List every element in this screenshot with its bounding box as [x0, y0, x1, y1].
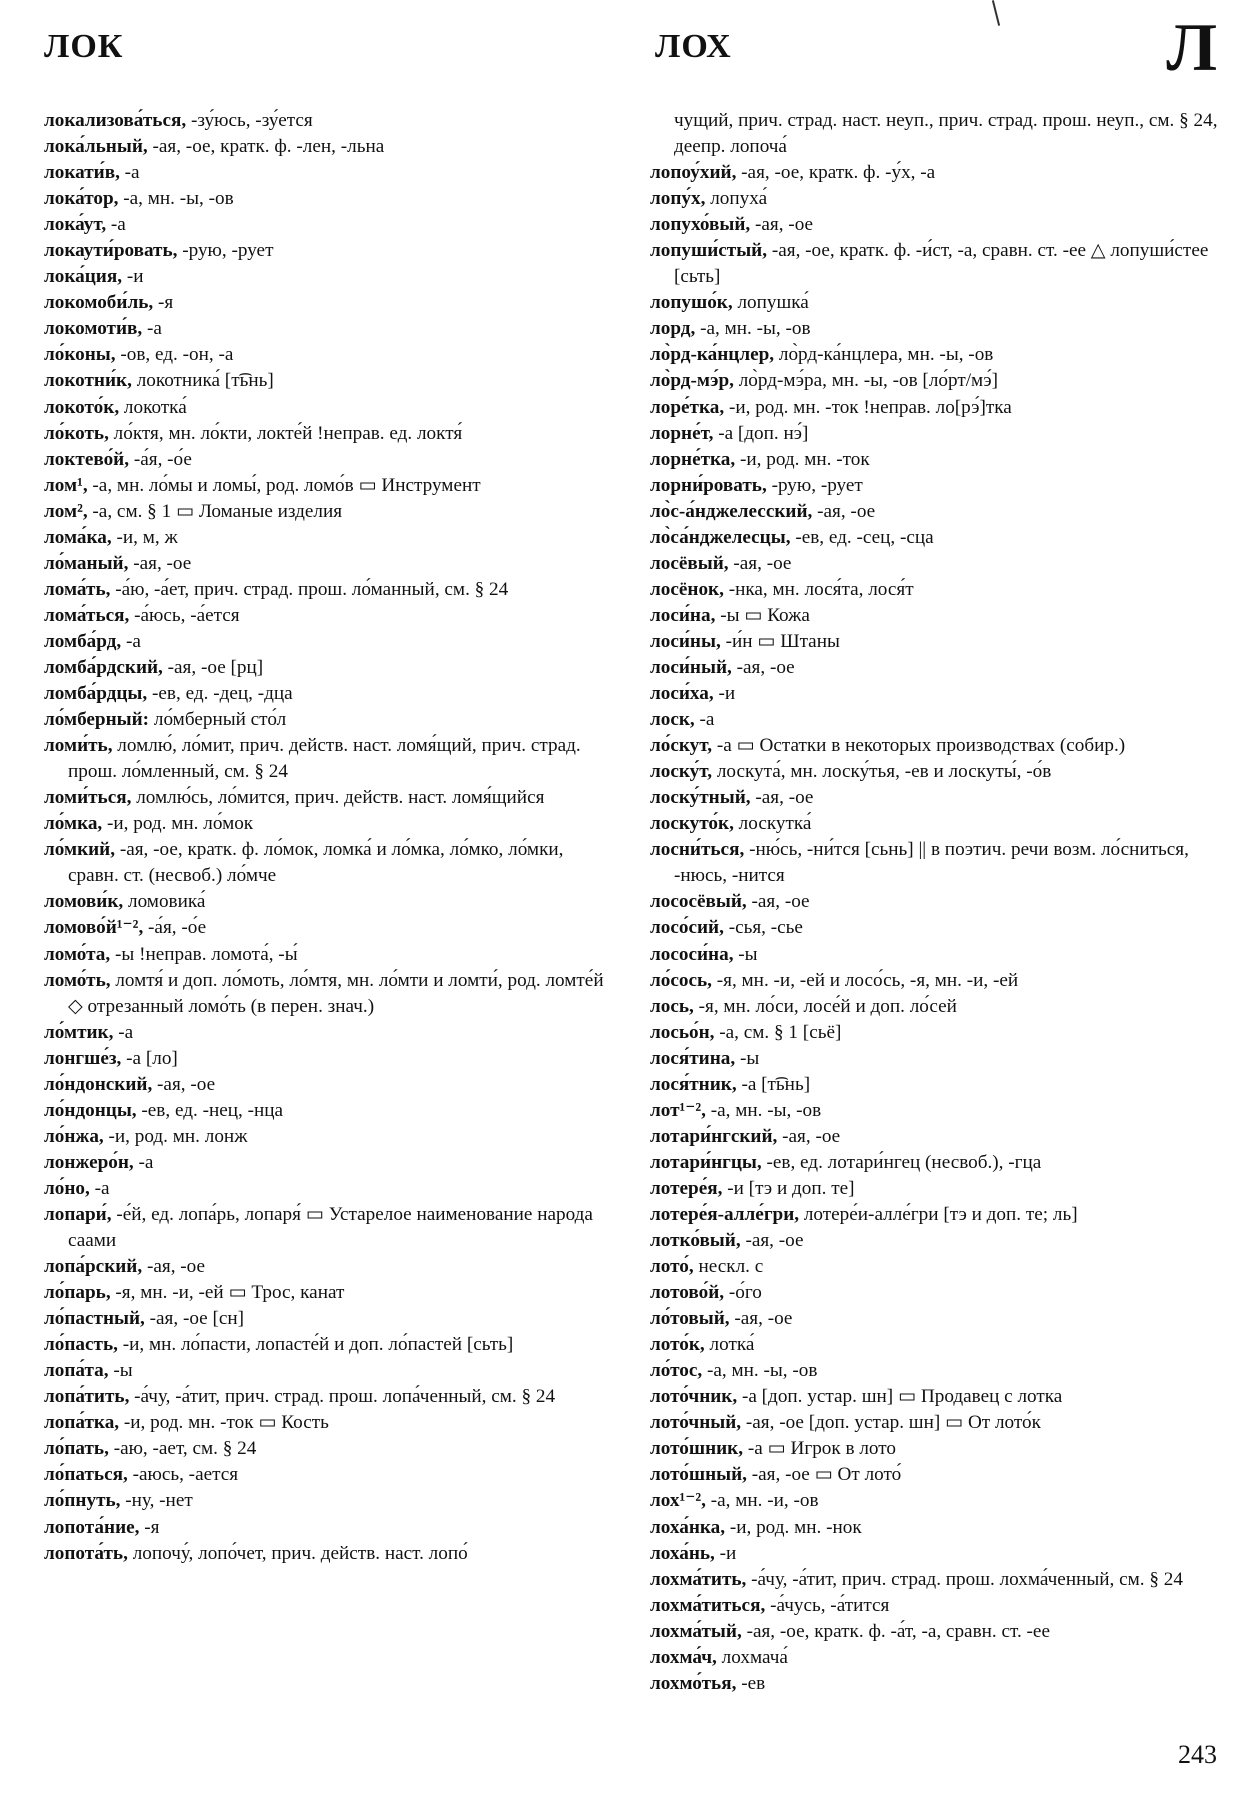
- dictionary-entry: ломови́к, ломовика́: [44, 891, 206, 913]
- headword: ло́коны,: [44, 344, 116, 366]
- dictionary-entry: ло̀са́нджелесцы, -ев, ед. -сец, -сца: [650, 526, 934, 548]
- headword: ло́пать,: [44, 1438, 109, 1460]
- headword: лома́ться,: [44, 604, 130, 626]
- dictionary-entry: локомоти́в, -а: [44, 318, 162, 340]
- headword: лопота́ние,: [44, 1516, 140, 1538]
- dictionary-entry: лососи́на, -ы: [650, 943, 758, 965]
- dictionary-entry: лосьо́н, -а, см. § 1 [сьё]: [650, 1021, 842, 1043]
- dictionary-entry: лоси́ный, -ая, -ое: [650, 656, 795, 678]
- dictionary-entry: лото́шник, -а ▭ Игрок в лото: [650, 1438, 897, 1460]
- headword: лом²,: [44, 500, 88, 522]
- dictionary-entry: ло́паться, -аюсь, -ается: [44, 1464, 239, 1486]
- headword: лоха́нка,: [650, 1516, 726, 1538]
- headword: лоси́ный,: [650, 656, 732, 678]
- headword: локомоби́ль,: [44, 292, 154, 314]
- headword: лока́тор,: [44, 188, 119, 210]
- dictionary-entry: лорни́ровать, -рую, -рует: [650, 474, 863, 496]
- dictionary-entry: лохма́титься, -а́чусь, -а́тится: [650, 1594, 890, 1616]
- headword: ломба́рдцы,: [44, 683, 148, 705]
- dictionary-entry: лом¹, -а, мн. ло́мы и ломы́, род. ломо́в ▭ Инструмент: [44, 474, 481, 496]
- dictionary-entry: лока́ция, -и: [44, 266, 144, 288]
- headword: ло́тос,: [650, 1360, 703, 1382]
- headword: лопари́,: [44, 1203, 112, 1225]
- headword: лопу́х,: [650, 188, 706, 210]
- dictionary-entry: ло́ндонцы, -ев, ед. -нец, -нца: [44, 1099, 284, 1121]
- headword: ло́ндонский,: [44, 1073, 153, 1095]
- dictionary-entry: лопа́тка, -и, род. мн. -ток ▭ Кость: [44, 1412, 329, 1434]
- headword: лосни́ться,: [650, 839, 745, 861]
- dictionary-entry: лопота́ть, лопочу́, лопо́чет, прич. действ. наст. лопо́: [44, 1542, 468, 1564]
- dictionary-entry: лосёнок, -нка, мн. лося́та, лося́т: [650, 578, 914, 600]
- headword: лосёнок,: [650, 578, 724, 600]
- headword: лото́шный,: [650, 1464, 747, 1486]
- dictionary-entry: ло́мка, -и, род. мн. ло́мок: [44, 813, 254, 835]
- dictionary-entry: ло̀рд-мэ́р, ло̀рд-мэ́ра, мн. -ы, -ов [ло́рт/мэ́]: [650, 370, 999, 392]
- dictionary-entry: лопухо́вый, -ая, -ое: [650, 214, 814, 236]
- headword: лото́,: [650, 1256, 694, 1278]
- dictionary-entry: локати́в, -а: [44, 162, 140, 184]
- headword: лорне́т,: [650, 422, 714, 444]
- headword: локализова́ться,: [44, 110, 187, 131]
- headword: лопушо́к,: [650, 292, 733, 314]
- headword: лопоу́хий,: [650, 162, 737, 184]
- headword: лока́льный,: [44, 136, 148, 158]
- headword: лорни́ровать,: [650, 474, 767, 496]
- dictionary-entry: ломо́ть, ломтя́ и доп. ло́моть, ло́мтя, мн. ло́мти и ломти́, род. ломте́й ◇ отрезанный ломо́ть (в перен. знач.): [44, 969, 604, 1017]
- headword: лопа́тка,: [44, 1412, 120, 1434]
- headword: ло́нжа,: [44, 1125, 104, 1147]
- dictionary-entry: ло́мкий, -ая, -ое, кратк. ф. ло́мок, ломка́ и ло́мка, ло́мко, ло́мки, сравн. ст. (несвоб.) ло́мче: [44, 839, 564, 887]
- dictionary-entry: лорне́тка, -и, род. мн. -ток: [650, 448, 870, 470]
- dictionary-entry: лотари́нгский, -ая, -ое: [650, 1125, 841, 1147]
- headword: лохмо́тья,: [650, 1672, 737, 1694]
- headword: локотни́к,: [44, 370, 132, 392]
- dictionary-entry: ломи́ть, ломлю́, ло́мит, прич. действ. наст. ломя́щий, прич. страд. прош. ло́мленный, см. § 24: [44, 735, 581, 783]
- headword: лопа́та,: [44, 1360, 109, 1382]
- headword: лото́чник,: [650, 1386, 738, 1408]
- dictionary-entry: лотари́нгцы, -ев, ед. лотари́нгец (несвоб.), -гца: [650, 1151, 1042, 1173]
- dictionary-entry: чущий, прич. страд. наст. неуп., прич. страд. прош. неуп., см. § 24, деепр. лопоча́: [674, 110, 1218, 158]
- headword: лото́чный,: [650, 1412, 742, 1434]
- headword: лоскуто́к,: [650, 813, 734, 835]
- dictionary-entry: ло́ндонский, -ая, -ое: [44, 1073, 216, 1095]
- headword: ломо́та,: [44, 943, 111, 965]
- dictionary-entry: лосёвый, -ая, -ое: [650, 552, 792, 574]
- right-column: [650, 108, 1224, 1697]
- headword: лотере́я-алле́гри,: [650, 1203, 800, 1225]
- headword: лосьо́н,: [650, 1021, 715, 1043]
- dictionary-entry: лось, -я, мн. ло́си, лосе́й и доп. ло́сей: [650, 995, 957, 1017]
- headword: лоску́тный,: [650, 787, 751, 809]
- dictionary-entry: лопари́, -е́й, ед. лопа́рь, лопаря́ ▭ Устарелое наименование народа саами: [44, 1203, 593, 1252]
- headword: лоси́на,: [650, 604, 716, 626]
- dictionary-entry: ло́нжа, -и, род. мн. лонж: [44, 1125, 248, 1147]
- headword: ло́сось,: [650, 969, 712, 991]
- headword: лотово́й,: [650, 1282, 725, 1304]
- dictionary-entry: лотере́я-алле́гри, лотере́и-алле́гри [тэ и доп. те; ль]: [650, 1203, 1078, 1225]
- dictionary-entry: лото́, нескл. с: [650, 1256, 764, 1278]
- headword: лом¹,: [44, 474, 88, 496]
- dictionary-entry: лока́льный, -ая, -ое, кратк. ф. -лен, -льна: [44, 136, 385, 158]
- dictionary-entry: лосо́сий, -сья, -сье: [650, 917, 803, 939]
- dictionary-entry: лососёвый, -ая, -ое: [650, 891, 810, 913]
- dictionary-entry: ло́пастный, -ая, -ое [сн]: [44, 1308, 245, 1330]
- dictionary-entry: локаути́ровать, -рую, -рует: [44, 240, 274, 262]
- dictionary-entry: лока́ут, -а: [44, 214, 126, 236]
- dictionary-entry: лот¹⁻², -а, мн. -ы, -ов: [650, 1099, 822, 1121]
- dictionary-entry: лонжеро́н, -а: [44, 1151, 154, 1173]
- headword: локати́в,: [44, 162, 120, 184]
- headword: ло́ндонцы,: [44, 1099, 137, 1121]
- dictionary-entry: лото́шный, -ая, -ое ▭ От лото́: [650, 1464, 902, 1486]
- dictionary-entry: лопа́рский, -ая, -ое: [44, 1256, 206, 1278]
- dictionary-entry: лохма́тить, -а́чу, -а́тит, прич. страд. прош. лохма́ченный, см. § 24: [650, 1568, 1183, 1590]
- headword: ло́мтик,: [44, 1021, 114, 1043]
- headword: лох¹⁻²,: [650, 1490, 706, 1512]
- dictionary-entry: лоскуто́к, лоскутка́: [650, 813, 812, 835]
- dictionary-entry: ломи́ться, ломлю́сь, ло́мится, прич. действ. наст. ломя́щийся: [44, 787, 545, 809]
- dictionary-entry: лося́тина, -ы: [650, 1047, 760, 1069]
- headword: ло́маный,: [44, 552, 129, 574]
- headword: ломба́рд,: [44, 630, 122, 652]
- dictionary-entry: ло́маный, -ая, -ое: [44, 552, 192, 574]
- headword: лома́ть,: [44, 578, 111, 600]
- headword: лот¹⁻²,: [650, 1099, 706, 1121]
- dictionary-entry: ломба́рдцы, -ев, ед. -дец, -дца: [44, 683, 293, 705]
- headword: лоси́ха,: [650, 683, 714, 705]
- dictionary-entry: лося́тник, -а [т͡ьнь]: [650, 1073, 811, 1095]
- headword: ло́пастный,: [44, 1308, 145, 1330]
- dictionary-entry: лонгше́з, -а [ло]: [44, 1047, 178, 1069]
- headword: ломи́ть,: [44, 735, 113, 757]
- dictionary-entry: лока́тор, -а, мн. -ы, -ов: [44, 188, 234, 210]
- headword: ломови́к,: [44, 891, 124, 913]
- dictionary-entry: локомоби́ль, -я: [44, 292, 174, 314]
- dictionary-entry: лотере́я, -и [тэ и доп. те]: [650, 1177, 855, 1199]
- dictionary-entry: ломба́рдский, -ая, -ое [рц]: [44, 656, 264, 678]
- dictionary-entry: лопа́тить, -а́чу, -а́тит, прич. страд. прош. лопа́ченный, см. § 24: [44, 1386, 556, 1408]
- headword: лопота́ть,: [44, 1542, 128, 1564]
- headword: ло́товый,: [650, 1308, 730, 1330]
- dictionary-entry: лох¹⁻², -а, мн. -и, -ов: [650, 1490, 819, 1512]
- headword: ло̀с-а́нджелесский,: [650, 500, 813, 522]
- headword: лопа́рский,: [44, 1256, 143, 1278]
- headword: ло́коть,: [44, 422, 109, 444]
- dictionary-entry: ло́мтик, -а: [44, 1021, 134, 1043]
- headword: лохма́тый,: [650, 1620, 742, 1642]
- headword: ломба́рдский,: [44, 656, 163, 678]
- dictionary-entry: лом², -а, см. § 1 ▭ Ломаные изделия: [44, 500, 343, 522]
- dictionary-entry: лохма́ч, лохмача́: [650, 1646, 788, 1668]
- headword: лотко́вый,: [650, 1230, 741, 1252]
- headword: ломи́ться,: [44, 787, 132, 809]
- headword: лотари́нгцы,: [650, 1151, 762, 1173]
- headword: лосёвый,: [650, 552, 729, 574]
- headword: лоску́т,: [650, 761, 713, 783]
- headword: ло́пнуть,: [44, 1490, 121, 1512]
- dictionary-entry: ло́пать, -аю, -ает, см. § 24: [44, 1438, 257, 1460]
- dictionary-entry: лоск, -а: [650, 709, 715, 731]
- dictionary-entry: лопу́х, лопуха́: [650, 188, 768, 210]
- running-head-right: ЛОХ: [655, 28, 732, 65]
- section-letter: Л: [1166, 9, 1217, 85]
- dictionary-entry: ломо́та, -ы !неправ. ломота́, -ы́: [44, 943, 298, 965]
- dictionary-entry: ло́пасть, -и, мн. ло́пасти, лопасте́й и доп. ло́пастей [сьть]: [44, 1334, 514, 1356]
- dictionary-entry: ло́тос, -а, мн. -ы, -ов: [650, 1360, 818, 1382]
- headword: ло́скут,: [650, 735, 713, 757]
- headword: локаути́ровать,: [44, 240, 178, 262]
- headword: локтево́й,: [44, 448, 130, 470]
- dictionary-entry: лоре́тка, -и, род. мн. -ток !неправ. ло[рэ́]тка: [650, 396, 1012, 418]
- headword: лока́ция,: [44, 266, 123, 288]
- headword: лося́тник,: [650, 1073, 737, 1095]
- dictionary-entry: лома́ка, -и, м, ж: [44, 526, 178, 548]
- dictionary-entry: лото́чник, -а [доп. устар. шн] ▭ Продавец с лотка: [650, 1386, 1063, 1408]
- dictionary-entry: лоси́ны, -и́н ▭ Штаны: [650, 630, 840, 652]
- dictionary-entry: лоха́нка, -и, род. мн. -нок: [650, 1516, 862, 1538]
- dictionary-entry: лото́к, лотка́: [650, 1334, 755, 1356]
- headword: лохма́титься,: [650, 1594, 766, 1616]
- headword: лососёвый,: [650, 891, 747, 913]
- headword: локото́к,: [44, 396, 120, 418]
- dictionary-entry: лопоу́хий, -ая, -ое, кратк. ф. -у́х, -а: [650, 162, 936, 184]
- page-number: 243: [1178, 1740, 1217, 1769]
- headword: лопа́тить,: [44, 1386, 130, 1408]
- dictionary-entry: лохмо́тья, -ев: [650, 1672, 766, 1694]
- dictionary-entry: ломба́рд, -а: [44, 630, 141, 652]
- dictionary-entry: ло̀с-а́нджелесский, -ая, -ое: [650, 500, 876, 522]
- dictionary-entry: лоску́т, лоскута́, мн. лоску́тья, -ев и лоскуты́, -о́в: [650, 761, 1052, 783]
- dictionary-entry: локотни́к, локотника́ [т͡ьнь]: [44, 370, 274, 392]
- dictionary-entry: ло́парь, -я, мн. -и, -ей ▭ Трос, канат: [44, 1282, 345, 1304]
- dictionary-entry: ло́сось, -я, мн. -и, -ей и лосо́сь, -я, мн. -и, -ей: [650, 969, 1019, 991]
- headword: лонжеро́н,: [44, 1151, 134, 1173]
- headword: лото́к,: [650, 1334, 705, 1356]
- dictionary-entry: ло́скут, -а ▭ Остатки в некоторых производствах (собир.): [650, 735, 1126, 757]
- headword: лотари́нгский,: [650, 1125, 778, 1147]
- headword: лотере́я,: [650, 1177, 723, 1199]
- headword: ломово́й¹⁻²,: [44, 917, 144, 939]
- headword: лососи́на,: [650, 943, 734, 965]
- headword: лома́ка,: [44, 526, 112, 548]
- dictionary-entry: лохма́тый, -ая, -ое, кратк. ф. -а́т, -а, сравн. ст. -ее: [650, 1620, 1050, 1642]
- headword: лося́тина,: [650, 1047, 736, 1069]
- dictionary-entry: лосни́ться, -ню́сь, -ни́тся [сьнь] || в поэтич. речи возм. ло́сниться, -нюсь, -нится: [650, 839, 1189, 887]
- dictionary-entry: лоску́тный, -ая, -ое: [650, 787, 814, 809]
- dictionary-entry: лото́чный, -ая, -ое [доп. устар. шн] ▭ От лото́к: [650, 1412, 1041, 1434]
- dictionary-entry: ломово́й¹⁻², -а́я, -о́е: [44, 917, 207, 939]
- dictionary-entry: ло́товый, -ая, -ое: [650, 1308, 793, 1330]
- headword: ломо́ть,: [44, 969, 111, 991]
- dictionary-entry: лорне́т, -а [доп. нэ́]: [650, 422, 809, 444]
- dictionary-entry: лоси́ха, -и: [650, 683, 736, 705]
- dictionary-entry: лопа́та, -ы: [44, 1360, 133, 1382]
- dictionary-entry: ло̀рд-ка́нцлер, ло̀рд-ка́нцлера, мн. -ы, -ов: [650, 344, 994, 366]
- headword: лорд,: [650, 318, 696, 340]
- dictionary-entry: ло́но, -а: [44, 1177, 110, 1199]
- left-column: [44, 108, 616, 1567]
- dictionary-entry: лопушо́к, лопушка́: [650, 292, 809, 314]
- headword: лонгше́з,: [44, 1047, 122, 1069]
- headword: ло́парь,: [44, 1282, 111, 1304]
- headword: лосо́сий,: [650, 917, 724, 939]
- dictionary-entry: локализова́ться, -зу́юсь, -зу́ется: [44, 110, 313, 131]
- dictionary-entry: ло́пнуть, -ну, -нет: [44, 1490, 193, 1512]
- headword: лока́ут,: [44, 214, 107, 236]
- headword: лопухо́вый,: [650, 214, 751, 236]
- dictionary-entry: ло́коны, -ов, ед. -он, -а: [44, 344, 234, 366]
- headword: ло̀рд-ка́нцлер,: [650, 344, 775, 366]
- headword: ло̀са́нджелесцы,: [650, 526, 791, 548]
- headword: лоха́нь,: [650, 1542, 715, 1564]
- dictionary-entry: лоха́нь, -и: [650, 1542, 737, 1564]
- headword: лось,: [650, 995, 694, 1017]
- dictionary-entry: ло́коть, ло́ктя, мн. ло́кти, локте́й !неправ. ед. локтя́: [44, 422, 463, 444]
- headword: ло́мберный:: [44, 709, 150, 731]
- dictionary-entry: лопота́ние, -я: [44, 1516, 160, 1538]
- dictionary-entry: ло́мберный: ло́мберный сто́л: [44, 709, 287, 731]
- dictionary-entry: лорд, -а, мн. -ы, -ов: [650, 318, 811, 340]
- headword: ло̀рд-мэ́р,: [650, 370, 734, 392]
- dictionary-entry: локтево́й, -а́я, -о́е: [44, 448, 192, 470]
- headword: лоре́тка,: [650, 396, 725, 418]
- headword: лопуши́стый,: [650, 240, 768, 262]
- headword: ло́мкий,: [44, 839, 116, 861]
- headword: ло́но,: [44, 1177, 90, 1199]
- dictionary-entry: локото́к, локотка́: [44, 396, 187, 418]
- headword: ло́паться,: [44, 1464, 128, 1486]
- headword: лоск,: [650, 709, 695, 731]
- headword: лото́шник,: [650, 1438, 744, 1460]
- headword: ло́мка,: [44, 813, 103, 835]
- dictionary-entry: лома́ть, -а́ю, -а́ет, прич. страд. прош. ло́манный, см. § 24: [44, 578, 509, 600]
- headword: ло́пасть,: [44, 1334, 118, 1356]
- headword: лохма́тить,: [650, 1568, 747, 1590]
- dictionary-entry: лома́ться, -а́юсь, -а́ется: [44, 604, 240, 626]
- headword: лохма́ч,: [650, 1646, 717, 1668]
- dictionary-entry: лоси́на, -ы ▭ Кожа: [650, 604, 810, 626]
- headword: лоси́ны,: [650, 630, 721, 652]
- running-head-left: ЛОК: [44, 28, 124, 65]
- scan-mark: [992, 0, 1000, 26]
- headword: локомоти́в,: [44, 318, 143, 340]
- headword: лорне́тка,: [650, 448, 736, 470]
- dictionary-entry: лотко́вый, -ая, -ое: [650, 1230, 804, 1252]
- dictionary-entry: лопуши́стый, -ая, -ое, кратк. ф. -и́ст, -а, сравн. ст. -ее △ лопуши́стее [сьть]: [650, 240, 1209, 288]
- dictionary-entry: лотово́й, -о́го: [650, 1282, 762, 1304]
